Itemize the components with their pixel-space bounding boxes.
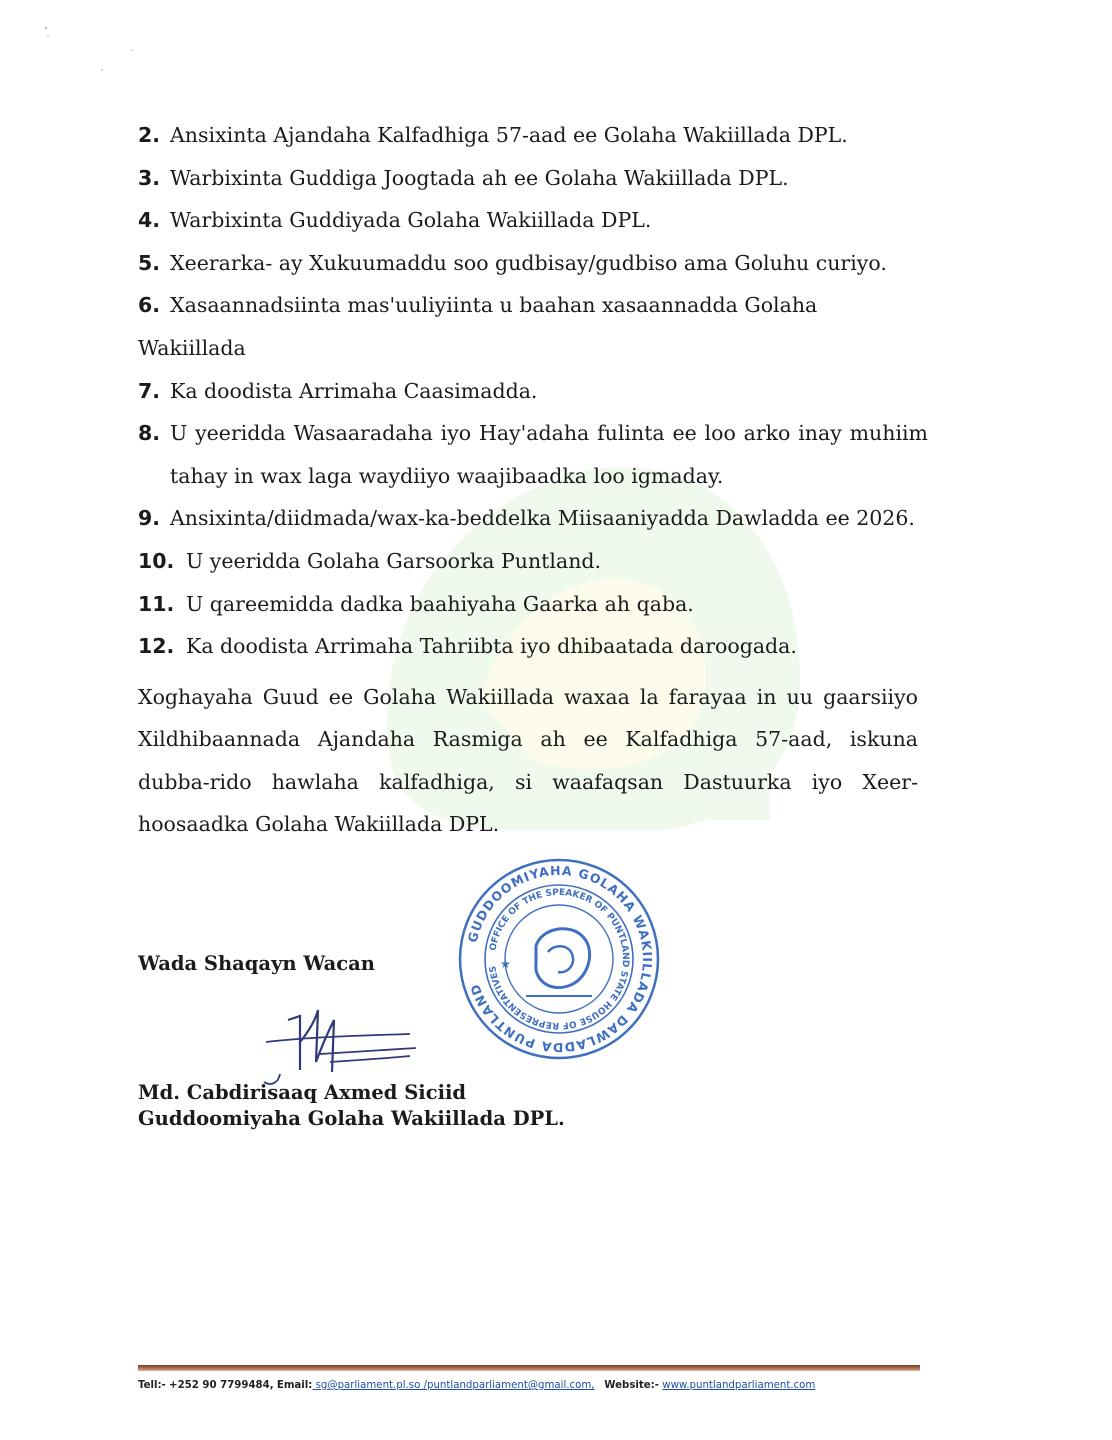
agenda-item-2 — [138, 114, 928, 157]
agenda-text: U qareemidda dadka baahiyaha Gaarka ah qaba. — [186, 591, 694, 616]
agenda-text: Ansixinta/diidmada/wax-ka-beddelka Miisaaniyadda Dawladda ee 2026. — [170, 506, 915, 531]
agenda-item-7 — [138, 370, 928, 413]
agenda-text: Warbixinta Guddiyada Golaha Wakiillada DPL. — [170, 208, 652, 233]
agenda-number: 10. — [138, 548, 175, 573]
agenda-item-5 — [138, 242, 928, 285]
agenda-text: U yeeridda Wasaaradaha iyo Hay'adaha fulinta ee loo arko inay muhiim tahay in wax laga waydiiyo waajibaadka loo igmaday. — [170, 421, 928, 488]
agenda-number: 3. — [138, 165, 161, 190]
footer-email-label: Email: — [276, 1380, 313, 1391]
closing-line: Wada Shaqayn Wacan — [138, 952, 375, 975]
signer-title: Guddoomiyaha Golaha Wakiillada DPL. — [138, 1107, 565, 1130]
svg-text:★: ★ — [500, 957, 511, 971]
agenda-number: 7. — [138, 378, 161, 403]
stamp-inner-text: OFFICE OF THE SPEAKER OF PUNTLAND STATE HOUSE OF REPRESENTATIVES — [488, 887, 631, 1031]
instruction-paragraph: Xoghayaha Guud ee Golaha Wakiillada waxaa la farayaa in uu gaarsiiyo Xildhibaannada Ajandaha Rasmiga ah ee Kalfadhiga 57-aad, iskuna dubba-rido hawlaha kalfadhiga, si waafaqsan Dastuurka iyo Xeer-hoosaadka Golaha Wakiillada DPL. — [138, 685, 918, 837]
signature-icon — [260, 1000, 420, 1090]
agenda-item-4 — [138, 199, 928, 242]
footer-tel-label: Tell:- — [138, 1380, 166, 1391]
agenda-number: 2. — [138, 123, 161, 147]
agenda-text: U yeeridda Golaha Garsoorka Puntland. — [186, 548, 602, 573]
agenda-text: Ka doodista Arrimaha Caasimadda. — [170, 378, 538, 403]
agenda-text: Xeerarka- ay Xukuumaddu soo gudbisay/gudbiso ama Goluhu curiyo. — [170, 250, 887, 275]
agenda-item-6 — [138, 284, 928, 369]
agenda-item-10 — [138, 540, 928, 583]
agenda-number: 12. — [138, 634, 175, 659]
agenda-item-9 — [138, 497, 928, 540]
agenda-number: 6. — [138, 293, 161, 318]
agenda-text: Ansixinta Ajandaha Kalfadhiga 57-aad ee Golaha Wakiillada DPL. — [170, 123, 848, 147]
agenda-item-11 — [138, 583, 928, 626]
stamp-outer-text: GUDDOOMIYAHA GOLAHA WAKIILLADA DAWLADDA PUNTLAND — [464, 862, 656, 1056]
agenda-number: 4. — [138, 208, 161, 233]
agenda-number: 8. — [138, 421, 161, 446]
agenda-text: Warbixinta Guddiga Joogtada ah ee Golaha Wakiillada DPL. — [170, 165, 789, 190]
agenda-text: Ka doodista Arrimaha Tahriibta iyo dhibaatada daroogada. — [186, 634, 797, 659]
footer-email-link[interactable]: sg@parliament.pl.so /puntlandparliament@gmail.com, — [312, 1380, 595, 1391]
agenda-item-8 — [138, 412, 928, 497]
agenda-number: 5. — [138, 250, 161, 275]
footer-divider — [138, 1365, 920, 1371]
agenda-number: 9. — [138, 506, 161, 531]
scan-specks-icon — [30, 20, 140, 90]
agenda-number: 11. — [138, 591, 175, 616]
footer-website-label: Website:- — [604, 1380, 659, 1391]
footer-tel-value: +252 90 7799484, — [169, 1380, 274, 1391]
agenda-list — [138, 114, 928, 668]
official-stamp-icon — [456, 856, 662, 1062]
agenda-item-3 — [138, 157, 928, 200]
footer-contact — [138, 1380, 815, 1391]
agenda-item-12 — [138, 625, 928, 668]
signer-name: Md. Cabdirisaaq Axmed Siciid — [138, 1081, 467, 1104]
footer-website-link[interactable]: www.puntlandparliament.com — [662, 1380, 816, 1391]
agenda-text: Xasaannadsiinta mas'uuliyiinta u baahan xasaannadda Golaha Wakiillada — [138, 293, 818, 360]
